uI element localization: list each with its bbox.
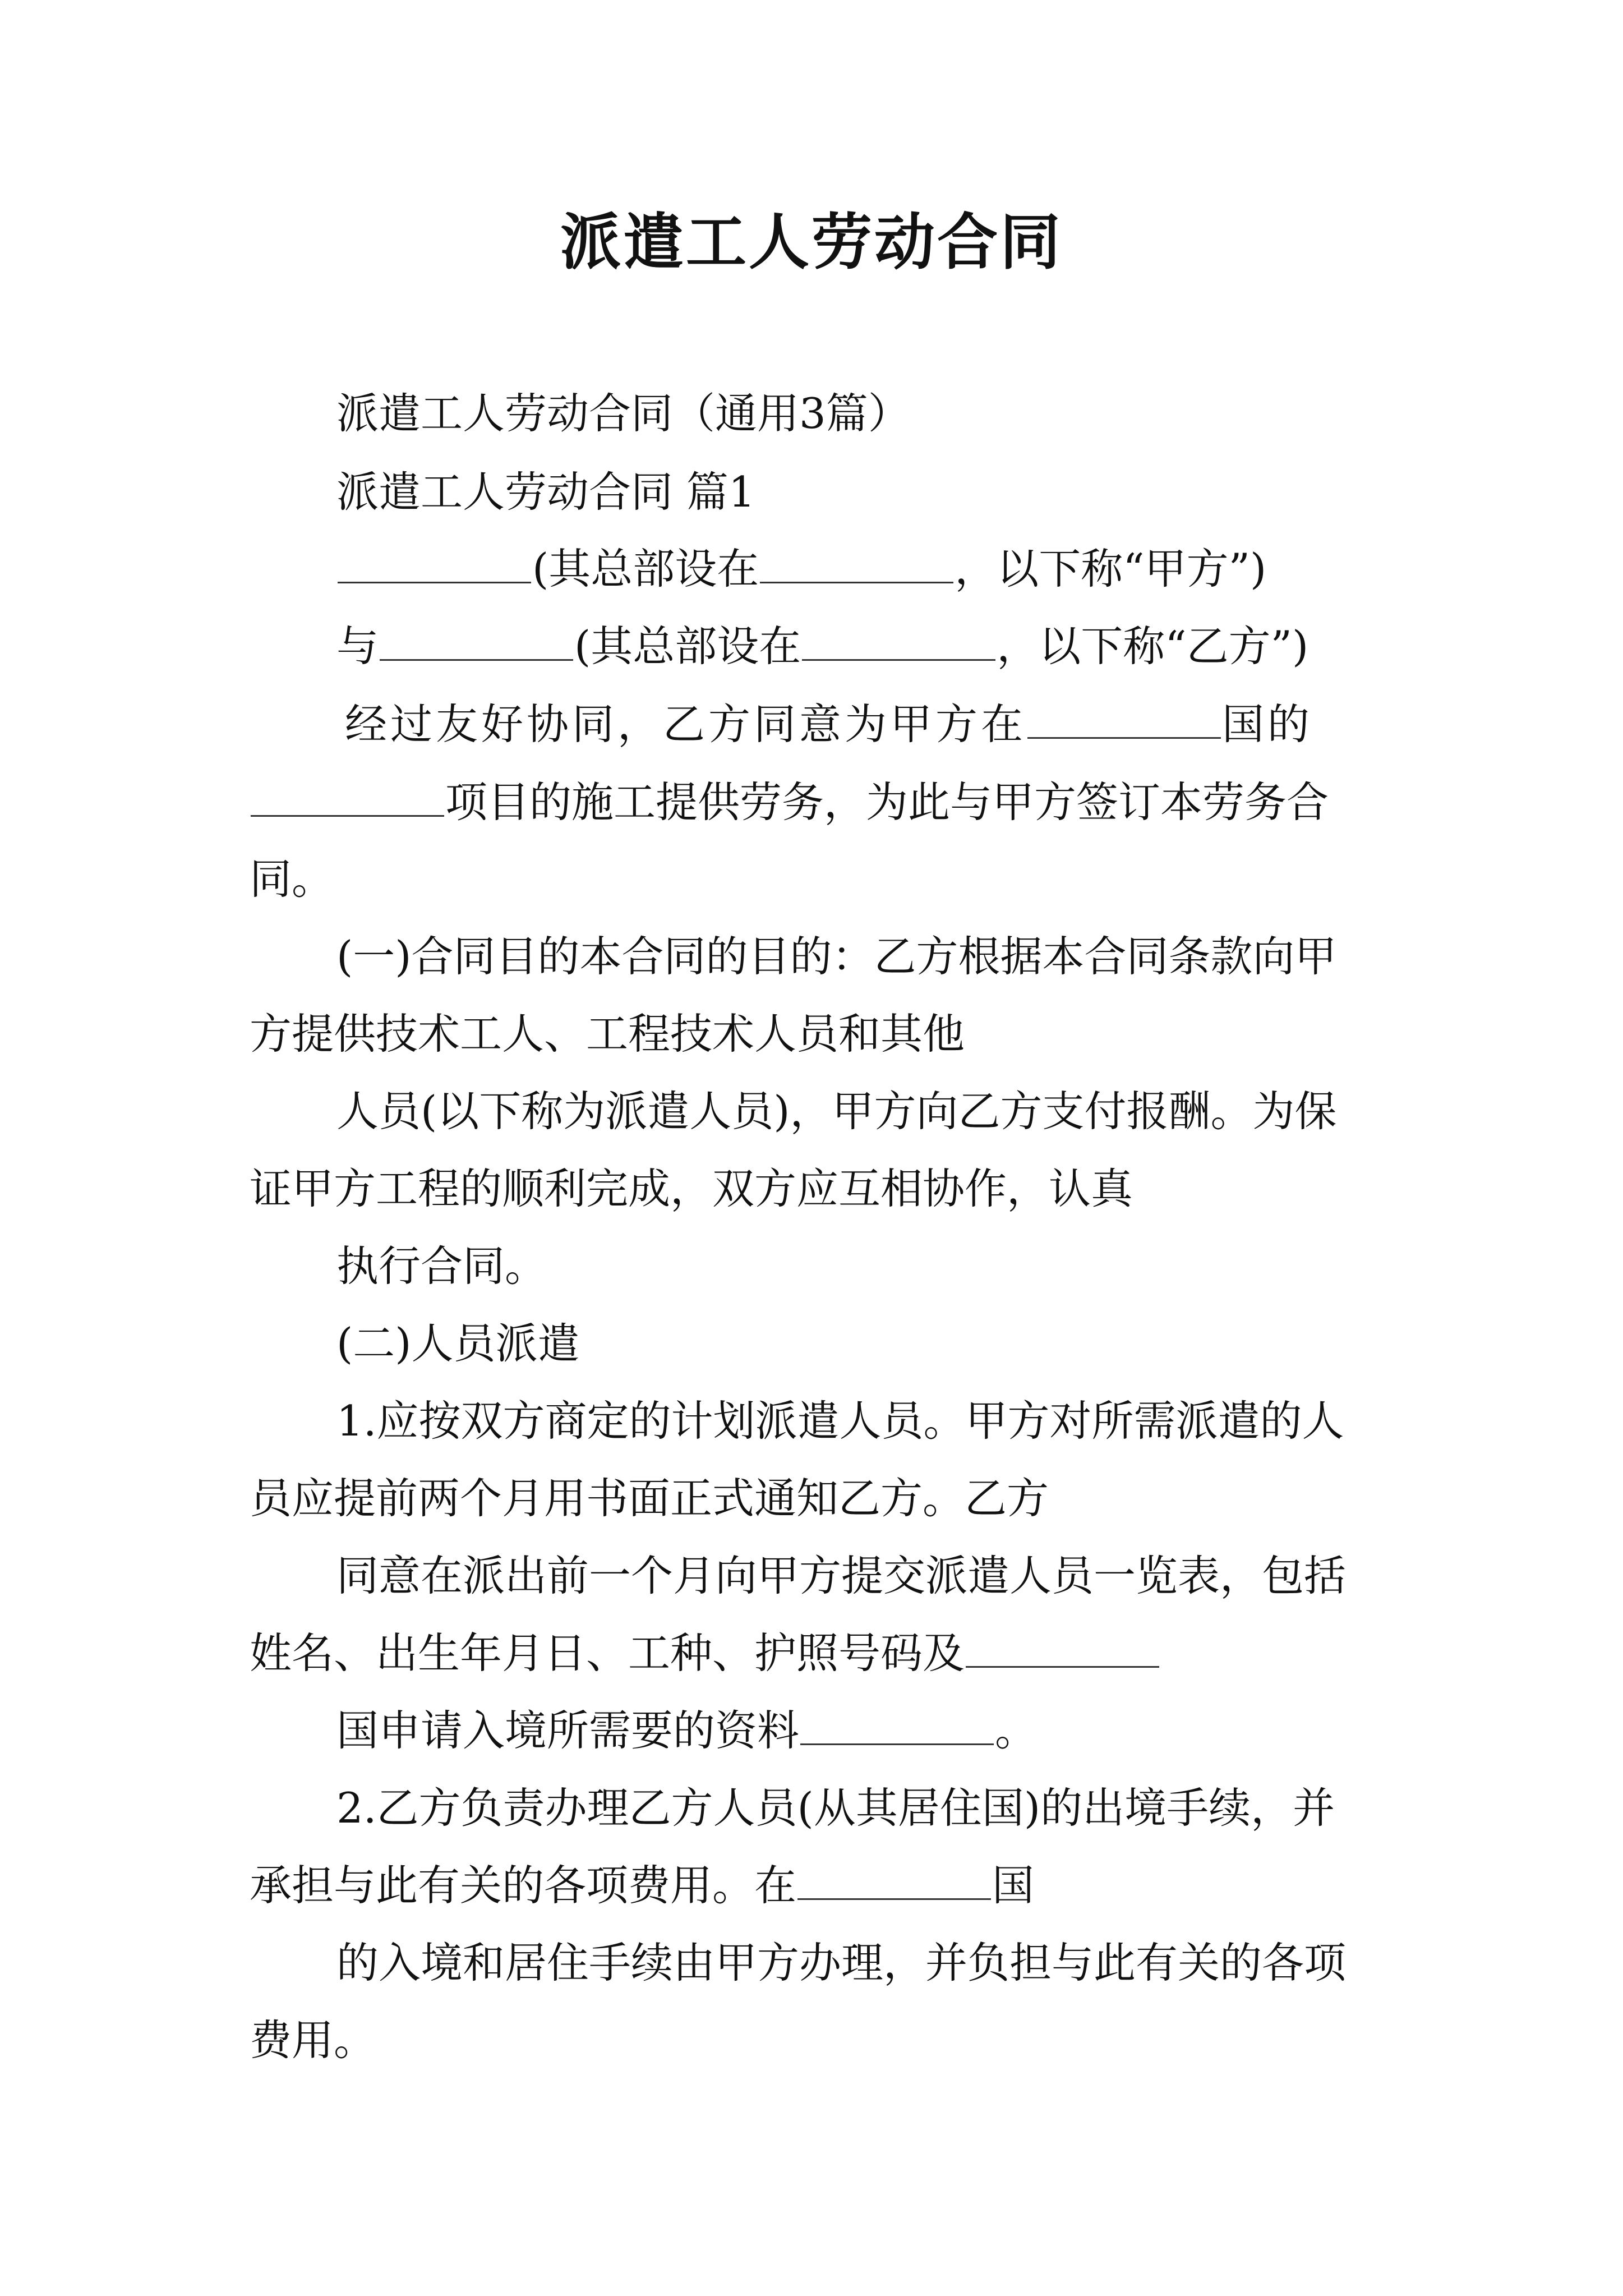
party-a-mid: (其总部设在 (532, 544, 759, 593)
item1-text: 姓名、出生年月日、工种、护照号码及 (250, 1628, 965, 1678)
sec2-item2-line-3: 的入境和居住手续由甲方办理，并负担与此有关的各项 (336, 1938, 1347, 1987)
sec1-line-5: 执行合同。 (336, 1241, 547, 1291)
sec2-item2-line-2 (250, 1861, 1035, 1910)
intro-line-2 (250, 777, 1329, 827)
subtitle: 派遣工人劳动合同（通用3篇） (336, 389, 910, 438)
intro-line-1 (345, 700, 1313, 749)
party-b-before: 与 (336, 622, 379, 671)
sec2-item1-line-2: 员应提前两个月用书面正式通知乙方。乙方 (250, 1474, 1049, 1523)
item1-text: 国申请入境所需要的资料 (336, 1706, 800, 1755)
intro-line-3: 同。 (250, 854, 334, 904)
sec1-line-2: 方提供技术工人、工程技术人员和其他 (250, 1009, 965, 1059)
sec2-item1-line-3: 同意在派出前一个月向甲方提交派遣人员一览表，包括 (336, 1551, 1347, 1600)
fill-blank (797, 1896, 991, 1900)
fill-blank (251, 813, 444, 817)
fill-blank (760, 579, 953, 583)
item1-text: 。 (995, 1706, 1038, 1755)
sec1-line-4: 证甲方工程的顺利完成，双方应互相协作，认真 (250, 1164, 1133, 1213)
sec2-item2-line-1: 2.乙方负责办理乙方人员(从其居住国)的出境手续，并 (336, 1783, 1335, 1833)
sec2-item1-line-4 (250, 1628, 1160, 1678)
party-b-after: ，以下称“乙方”) (997, 622, 1309, 671)
sec2-heading: (二)人员派遣 (336, 1319, 580, 1368)
intro-text: 国的 (1222, 700, 1313, 749)
item2-text: 承担与此有关的各项费用。在 (250, 1861, 797, 1910)
fill-blank (338, 579, 531, 583)
intro-text: 项目的施工提供劳务，为此与甲方签订本劳务合 (445, 777, 1329, 827)
fill-blank (800, 1741, 994, 1745)
sec1-line-1: (一)合同目的本合同的目的：乙方根据本合同条款向甲 (336, 932, 1337, 981)
party-a-line (336, 544, 1267, 593)
sec2-item1-line-5 (336, 1706, 1038, 1755)
sec2-item2-line-4: 费用。 (250, 2016, 376, 2065)
fill-blank (802, 657, 995, 661)
fill-blank (380, 657, 573, 661)
document-title: 派遣工人劳动合同 (560, 207, 1063, 278)
sec1-line-3: 人员(以下称为派遣人员)，甲方向乙方支付报酬。为保 (336, 1087, 1337, 1136)
part-heading: 派遣工人劳动合同 篇1 (336, 467, 755, 517)
party-b-line (336, 622, 1309, 671)
party-b-mid: (其总部设在 (574, 622, 801, 671)
sec2-item1-line-1: 1.应按双方商定的计划派遣人员。甲方对所需派遣的人 (336, 1396, 1344, 1446)
party-a-after: ，以下称“甲方”) (955, 544, 1267, 593)
fill-blank (966, 1664, 1159, 1668)
intro-text: 经过友好协同，乙方同意为甲方在 (345, 700, 1027, 749)
fill-blank (1027, 735, 1221, 739)
item2-text: 国 (992, 1861, 1035, 1910)
